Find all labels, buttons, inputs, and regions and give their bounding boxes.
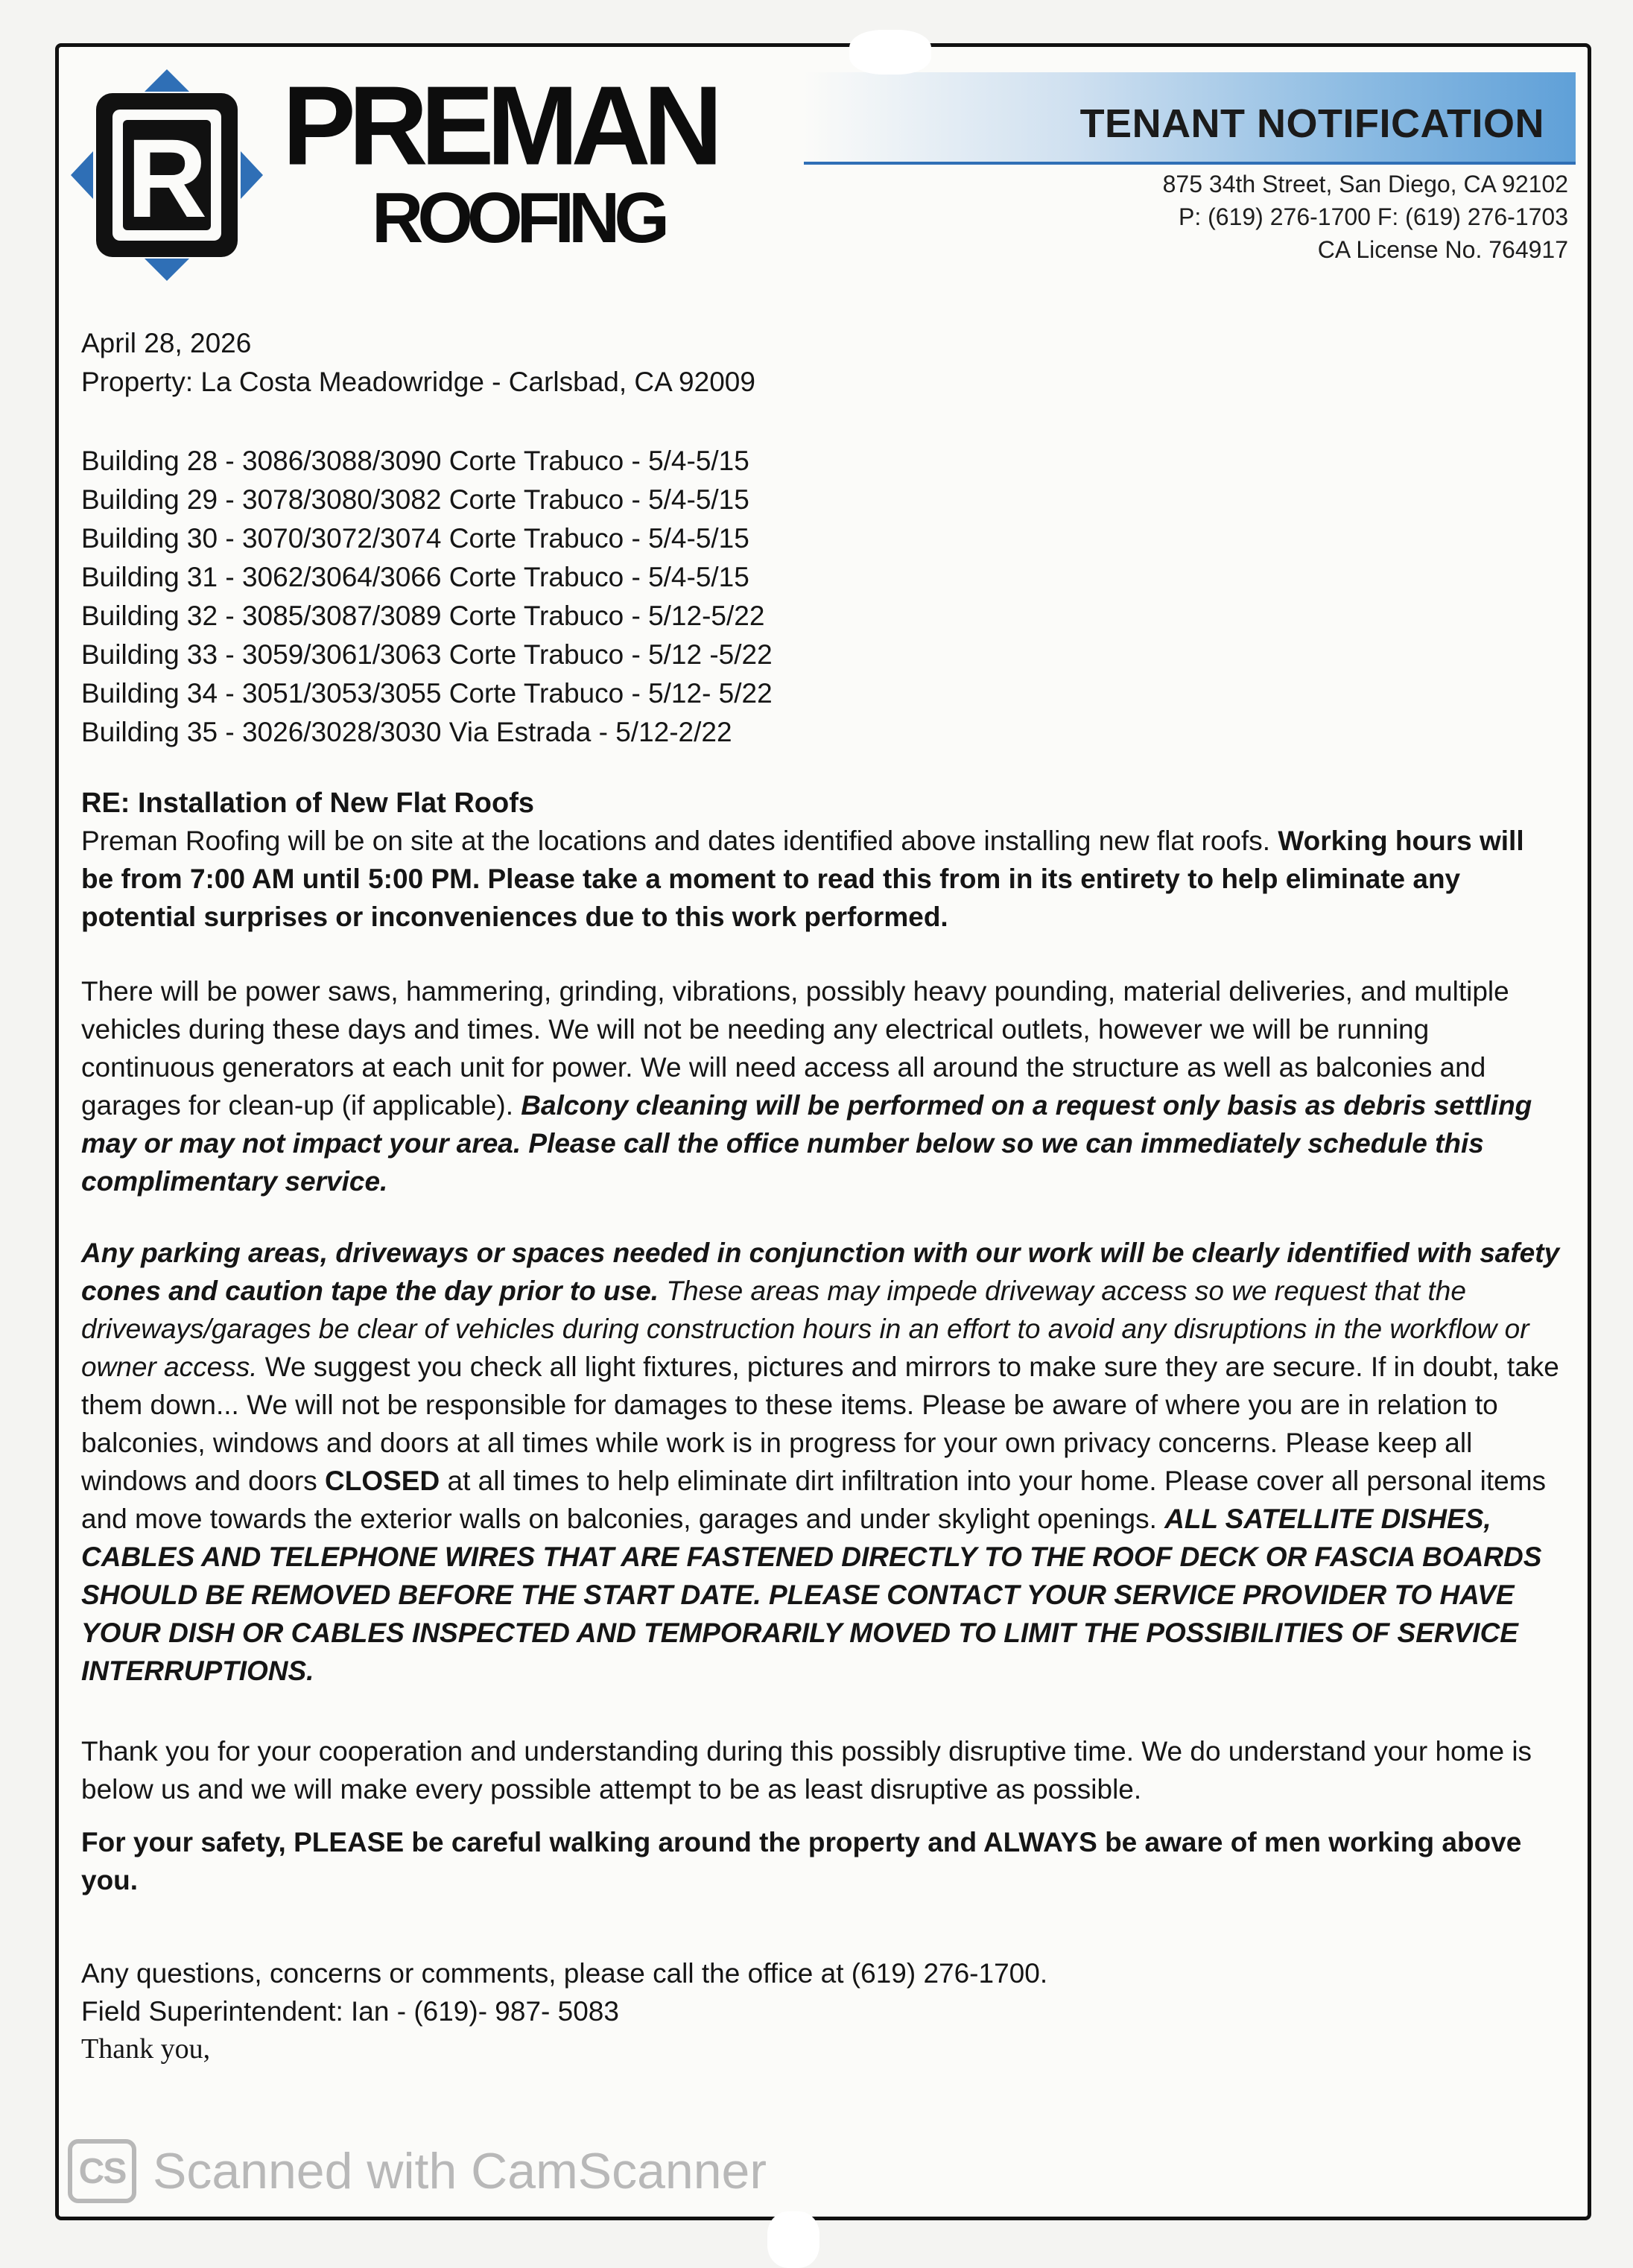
notice-title: TENANT NOTIFICATION (1079, 101, 1544, 146)
building-row: Building 32 - 3085/3087/3089 Corte Trabuco - 5/12-5/22 (81, 601, 765, 631)
parking-text: Any parking areas, driveways or spaces needed in conjunction with our work will be clearly identified with safety cones and caution tape the day prior to use. (81, 1238, 1560, 1306)
company-address (1163, 168, 1568, 266)
parking-paragraph (81, 1234, 1564, 1690)
work-details-text: There will be power saws, hammering, grinding, vibrations, possibly heavy pounding, material deliveries, and multiple vehicles during these days and times. We will not be needing any electrical outlets, however we will be running continuous generators at each unit for power. We will need access all around the structure as well as balconies and garages for clean-up (if applicable). (81, 976, 1509, 1121)
superintendent-line: Field Superintendent: Ian - (619)- 987- 5083 (81, 1996, 619, 2027)
safety-paragraph: For your safety, PLEASE be careful walking around the property and ALWAYS be aware of men working above you. (81, 1827, 1522, 1895)
closing-line: Thank you, (81, 2033, 211, 2065)
paper-tear-bottom (767, 2211, 819, 2268)
driveway-text: These areas may impede driveway access so we request that the driveways/garages be clear of vehicles during construction hours in an effort to avoid any disruptions in the workflow or owner access. (81, 1276, 1529, 1382)
brand-name: PREMAN (282, 63, 716, 189)
building-row: Building 28 - 3086/3088/3090 Corte Trabuco - 5/4-5/15 (81, 446, 749, 476)
phone-fax: P: (619) 276-1700 F: (619) 276-1703 (1179, 203, 1568, 230)
precautions-text: We suggest you check all light fixtures, pictures and mirrors to make sure they are secure. If in doubt, take them down... We will not be responsible for damages to these items. Please be aware of where you are in relation to balconies, windows and doors at all times while work is in progress for your own privacy concerns. Please keep all windows and doors (81, 1352, 1559, 1496)
contact-block (81, 1954, 1564, 2068)
preman-logo-icon (66, 63, 267, 287)
intro-text: Preman Roofing will be on site at the locations and dates identified above installing new flat roofs. (81, 826, 1278, 856)
camscanner-watermark (68, 2139, 767, 2203)
address-line: 875 34th Street, San Diego, CA 92102 (1162, 171, 1568, 197)
title-banner (804, 72, 1576, 165)
balcony-cleaning-text: Balcony cleaning will be performed on a request only basis as debris settling may or may not impact your area. Please call the office number below so we can immediately schedule this complimentary service. (81, 1090, 1532, 1197)
intro-paragraph (81, 822, 1564, 936)
logo-letter: R (126, 115, 208, 241)
property-line: Property: La Costa Meadowridge - Carlsbad, CA 92009 (81, 367, 755, 397)
paper-tear-top (849, 30, 931, 75)
letter-meta (81, 324, 1564, 402)
building-row: Building 35 - 3026/3028/3030 Via Estrada - 5/12-2/22 (81, 717, 732, 747)
building-row: Building 34 - 3051/3053/3055 Corte Trabuco - 5/12- 5/22 (81, 678, 773, 709)
brand-subtitle: ROOFING (372, 178, 664, 258)
work-details-paragraph (81, 972, 1564, 1200)
building-row: Building 31 - 3062/3064/3066 Corte Trabuco - 5/4-5/15 (81, 562, 749, 592)
letter-date: April 28, 2026 (81, 328, 252, 358)
satellite-warning: ALL SATELLITE DISHES, CABLES AND TELEPHONE WIRES THAT ARE FASTENED DIRECTLY TO THE ROOF DECK OR FASCIA BOARDS SHOULD BE REMOVED BEFORE THE START DATE. PLEASE CONTACT YOUR SERVICE PROVIDER TO HAVE YOUR DISH OR CABLES INSPECTED AND TEMPORARILY MOVED TO LIMIT THE POSSIBILITIES OF SERVICE INTERRUPTIONS. (81, 1504, 1542, 1686)
license-number: CA License No. 764917 (1317, 236, 1568, 263)
notice-page (55, 43, 1591, 2220)
building-row: Building 33 - 3059/3061/3063 Corte Trabuco - 5/12 -5/22 (81, 639, 773, 670)
building-row: Building 29 - 3078/3080/3082 Corte Trabuco - 5/4-5/15 (81, 484, 749, 515)
re-heading: RE: Installation of New Flat Roofs (81, 788, 535, 819)
building-row: Building 30 - 3070/3072/3074 Corte Trabuco - 5/4-5/15 (81, 523, 749, 554)
closed-emphasis: CLOSED (325, 1466, 440, 1496)
thank-you-paragraph: Thank you for your cooperation and understanding during this possibly disruptive time. We do understand your home is below us and we will make every possible attempt to be as least disruptive as possible. (81, 1736, 1532, 1805)
contact-line: Any questions, concerns or comments, please call the office at (619) 276-1700. (81, 1958, 1048, 1989)
cover-items-text: at all times to help eliminate dirt infiltration into your home. Please cover all personal items and move towards the exterior walls on balconies, garages and under skylight openings. (81, 1466, 1547, 1534)
building-schedule (81, 442, 1564, 752)
watermark-text: Scanned with CamScanner (153, 2143, 767, 2199)
camscanner-logo-icon: CS (68, 2139, 136, 2203)
working-hours-text: Working hours will be from 7:00 AM until 5:00 PM. Please take a moment to read this from in its entirety to help eliminate any potential surprises or inconveniences due to this work performed. (81, 826, 1524, 932)
